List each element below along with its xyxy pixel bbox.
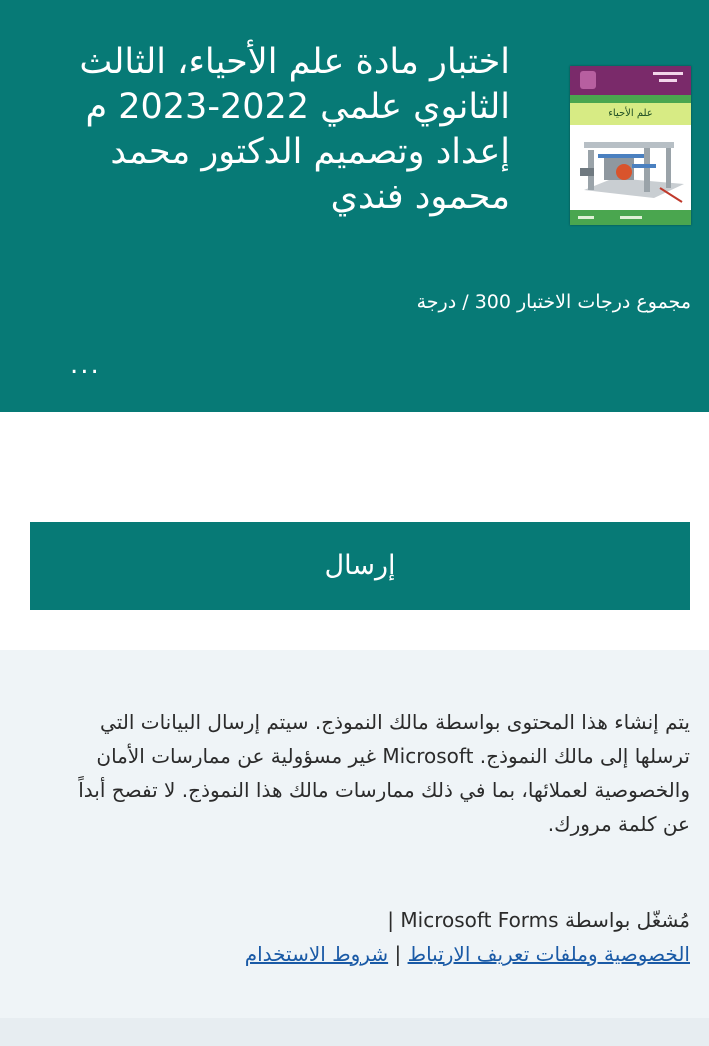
total-score-text: مجموع درجات الاختبار 300 / درجة: [416, 291, 691, 313]
form-title-line-1: اختبار مادة علم الأحياء، الثالث: [79, 42, 510, 82]
powered-by-text: مُشغّل بواسطة Microsoft Forms |: [387, 908, 690, 932]
ministry-logo-icon: [580, 71, 596, 89]
footer-bottom-band: [0, 1018, 709, 1046]
form-header: [0, 0, 709, 412]
form-title: [40, 40, 510, 220]
link-separator: |: [394, 942, 402, 966]
form-title-line-2: الثانوي علمي 2022-2023 م: [85, 87, 510, 127]
form-title-line-4: محمود فندي: [330, 177, 510, 217]
lab-apparatus-illustration: [574, 128, 687, 210]
footer: [0, 650, 709, 1018]
submit-button[interactable]: إرسال: [30, 522, 690, 610]
book-cover-image: [570, 66, 691, 225]
form-title-line-3: إعداد وتصميم الدكتور محمد: [110, 132, 510, 172]
more-options-button[interactable]: ...: [70, 350, 101, 380]
footer-links: [50, 936, 690, 972]
book-cover-top-band: [570, 66, 691, 95]
terms-of-use-link[interactable]: شروط الاستخدام: [244, 942, 389, 966]
privacy-disclaimer: يتم إنشاء هذا المحتوى بواسطة مالك النموذج. سيتم إرسال البيانات التي ترسلها إلى مالك النموذج. Microsoft غير مسؤولية عن ممارسات الأمان والخصوصية لعملائها، بما في ذلك ممارسات مالك هذا النموذج. لا تفصح أبداً عن كلمة مرورك.: [78, 710, 690, 836]
privacy-cookies-link[interactable]: الخصوصية وملفات تعريف الارتباط: [407, 942, 690, 966]
book-cover-subject: علم الأحياء: [570, 103, 691, 125]
